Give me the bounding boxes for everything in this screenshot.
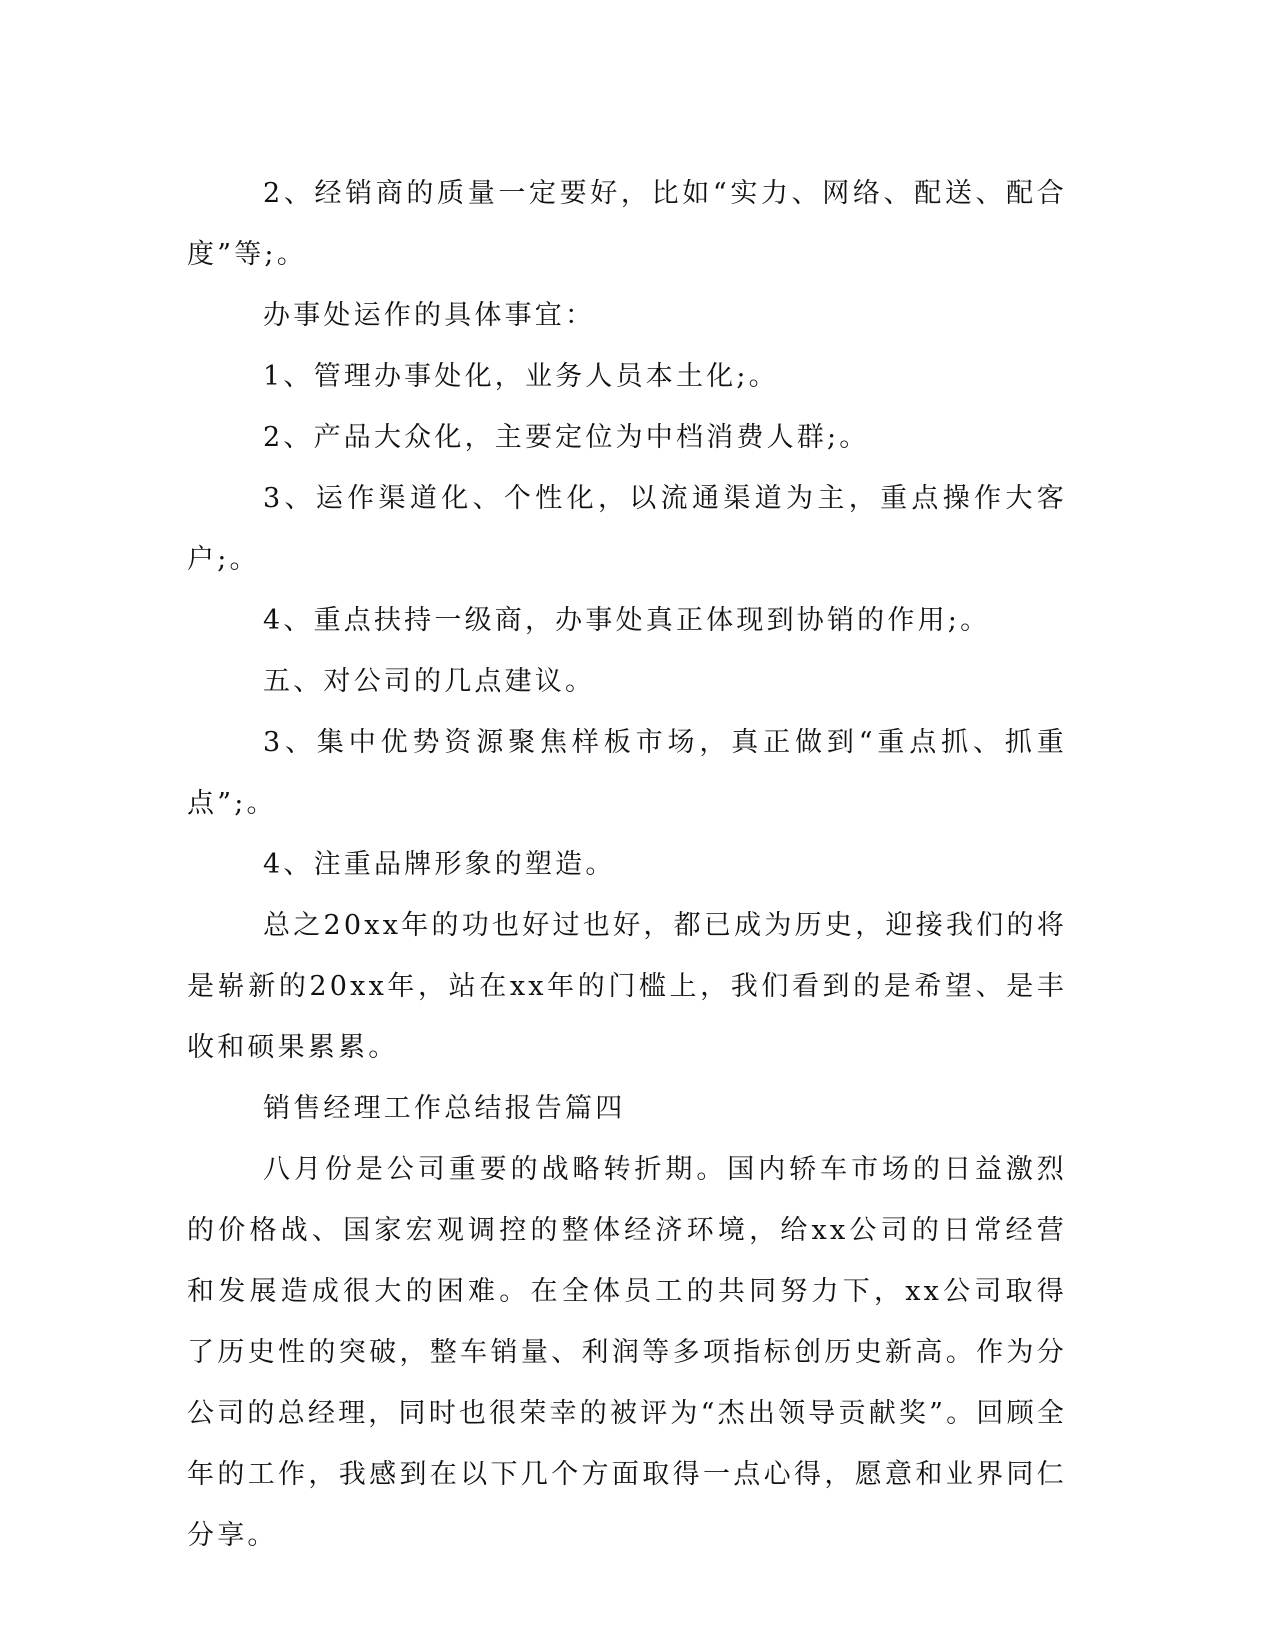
paragraph-conclusion: 总之20xx年的功也好过也好，都已成为历史，迎接我们的将是崭新的20xx年，站在xx年的门槛上，我们看到的是希望、是丰收和硕果累累。 [187, 910, 1067, 1063]
list-item-brand-image: 4、注重品牌形象的塑造。 [263, 849, 616, 880]
list-item-management-localization: 1、管理办事处化，业务人员本土化;。 [263, 361, 779, 392]
section-title-report-four: 销售经理工作总结报告篇四 [263, 1093, 626, 1124]
paragraph-office-operations-heading: 办事处运作的具体事宜： [263, 300, 596, 331]
section-heading-suggestions: 五、对公司的几点建议。 [263, 666, 596, 697]
paragraph-august-summary: 八月份是公司重要的战略转折期。国内轿车市场的日益激烈的价格战、国家宏观调控的整体经济环境，给xx公司的日常经营和发展造成很大的困难。在全体员工的共同努力下，xx公司取得了历史性的突破，整车销量、利润等多项指标创历史新高。作为分公司的总经理，同时也很荣幸的被评为“杰出领导贡献奖”。回顾全年的工作，我感到在以下几个方面取得一点心得，愿意和业界同仁分享。 [187, 1154, 1067, 1551]
paragraph-distributor-quality: 2、经销商的质量一定要好，比如“实力、网络、配送、配合度”等;。 [187, 178, 1067, 270]
document-body [187, 163, 1067, 1566]
list-item-support-first-tier: 4、重点扶持一级商，办事处真正体现到协销的作用;。 [263, 605, 991, 636]
list-item-focus-resources: 3、集中优势资源聚焦样板市场，真正做到“重点抓、抓重点”;。 [187, 727, 1067, 819]
list-item-product-positioning: 2、产品大众化，主要定位为中档消费人群;。 [263, 422, 870, 453]
list-item-channel-operation: 3、运作渠道化、个性化，以流通渠道为主，重点操作大客户;。 [187, 483, 1067, 575]
